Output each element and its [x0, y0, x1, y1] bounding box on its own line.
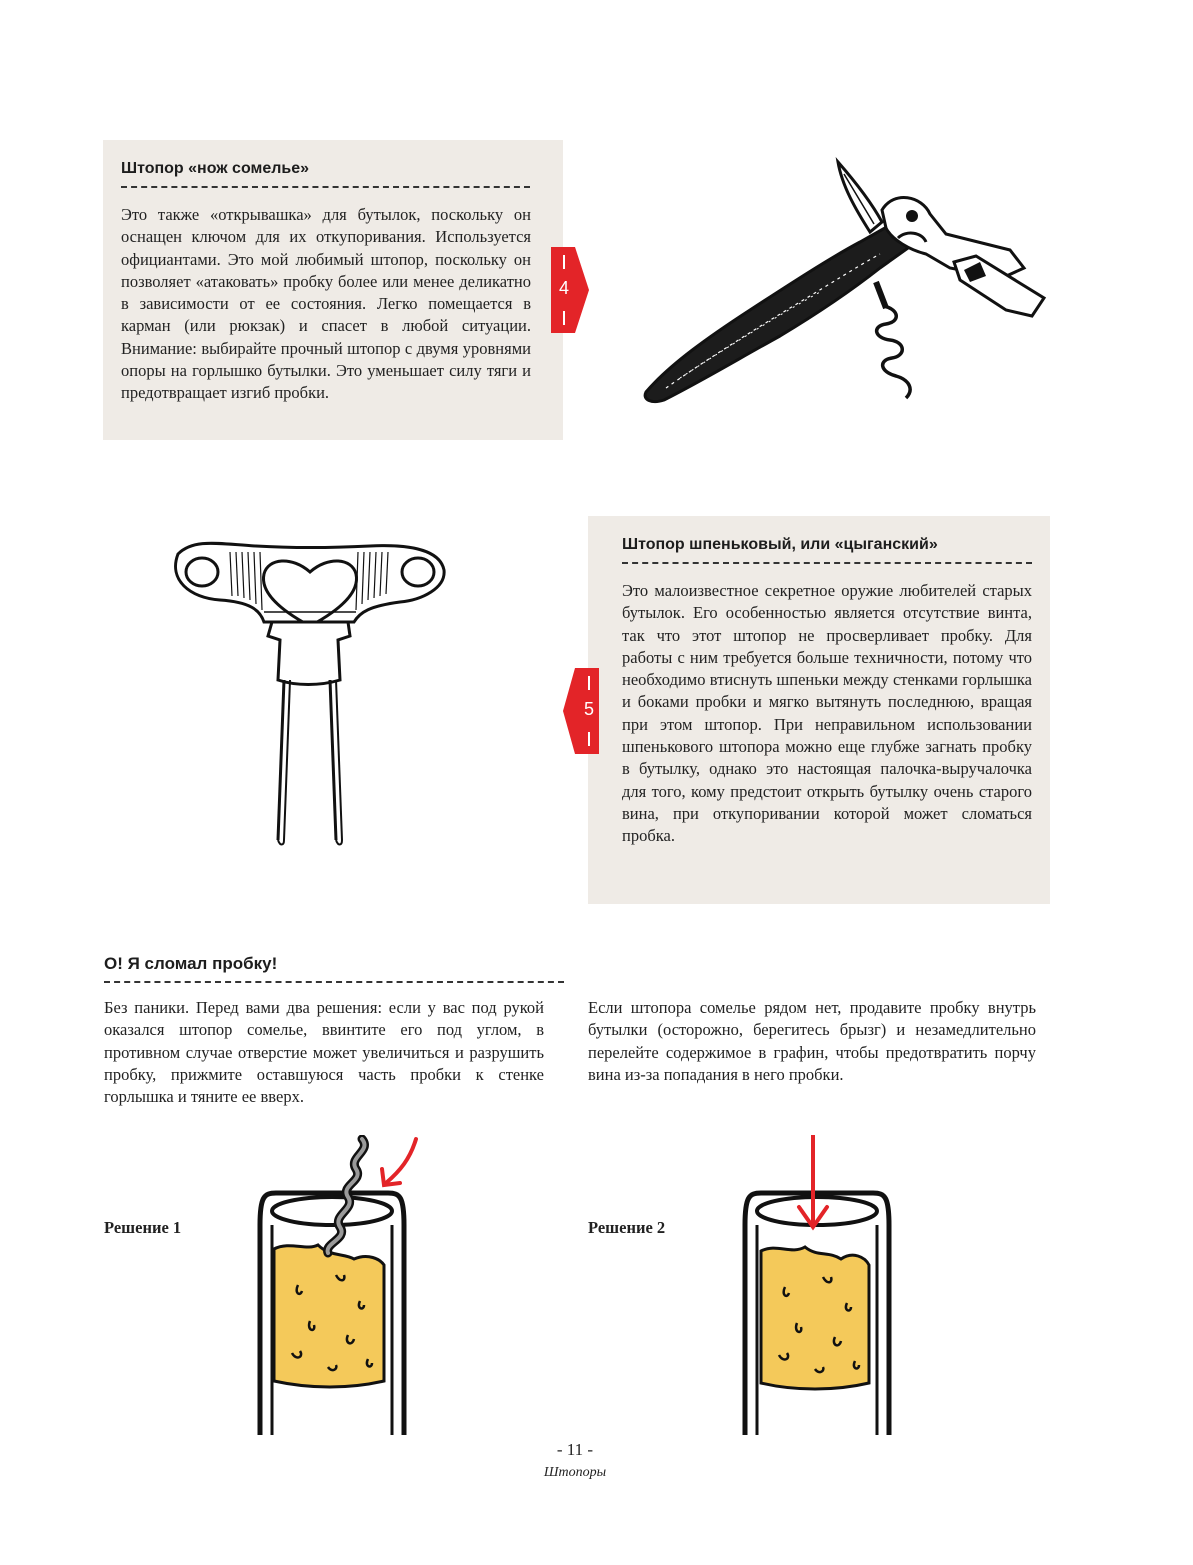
page-number: - 11 - [556, 1440, 594, 1459]
two-prong-cork-puller-icon [160, 530, 460, 850]
section-5-number: 5 [583, 699, 594, 719]
waiters-corkscrew-illustration [630, 150, 1070, 410]
section-4-divider [121, 186, 530, 188]
waiters-corkscrew-icon [630, 150, 1070, 410]
section-4-text: Это также «открывашка» для бутылок, поскольку он оснащен ключом для их откупоривания. Используется официантами. Это мой любимый штопор, поскольку он позволяет «атаковать» пробку более или менее деликатно в зависимости от ее состояния. Легко помещается в карман (или рюкзак) и спасет в любой ситуации. Внимание: выбирайте прочный штопор с двумя уровнями опоры на горлышко бутылки. Это уменьшает силу тяги и предотвращает изгиб пробки. [121, 205, 531, 403]
bottle-neck-icon [725, 1135, 915, 1435]
two-prong-illustration [160, 530, 460, 850]
broken-cork-title: О! Я сломал пробку! [104, 954, 278, 973]
section-5-text: Это малоизвестное секретное оружие любителей старых бутылок. Его особенностью является отсутствие винта, так что этот штопор не просверливает пробку. Для работы с ним требуется больше техничности, потому что необходимо втиснуть шпеньки между стенками горлышка и боками пробки и мягко вытянуть последнюю, вращая при этом штопор. При неправильном использовании шпенькового штопора можно еще глубже загнать пробку в бутылку, однако это настоящая палочка-выручалочка для того, кому предстоит открыть бутылку очень старого вина, при откупоривании которой может сломаться пробка. [622, 581, 1032, 846]
arrow-icon [382, 1139, 416, 1185]
section-5-title: Штопор шпеньковый, или «цыганский» [622, 536, 938, 553]
bottle-neck-icon [240, 1135, 430, 1435]
broken-cork-right-text: Если штопора сомелье рядом нет, продавите пробку внутрь бутылки (осторожно, берегитесь брызг) и незамедлительно перелейте содержимое в графин, чтобы предотвратить порчу вина из-за попадания в него пробки. [588, 998, 1036, 1084]
chapter-name: Штопоры [543, 1465, 607, 1480]
section-4-title: Штопор «нож сомелье» [121, 160, 310, 177]
solution-1-label: Решение 1 [104, 1218, 182, 1237]
section-5-divider [622, 562, 1032, 564]
section-5-number-tag [563, 668, 599, 754]
solution-2-illustration [725, 1135, 915, 1435]
section-4-number-tag [551, 247, 589, 333]
solution-2-label: Решение 2 [588, 1218, 666, 1237]
solution-1-illustration [240, 1135, 430, 1435]
section-4-number: 4 [558, 278, 569, 298]
broken-cork-divider [104, 981, 564, 983]
broken-cork-left-text: Без паники. Перед вами два решения: если у вас под рукой оказался штопор сомелье, ввинтите его под углом, в противном случае отверстие может увеличиться и разрушить пробку, прижмите оставшуюся часть пробки к стенке горлышка и тяните ее вверх. [104, 998, 544, 1107]
down-arrow-icon [799, 1135, 827, 1227]
